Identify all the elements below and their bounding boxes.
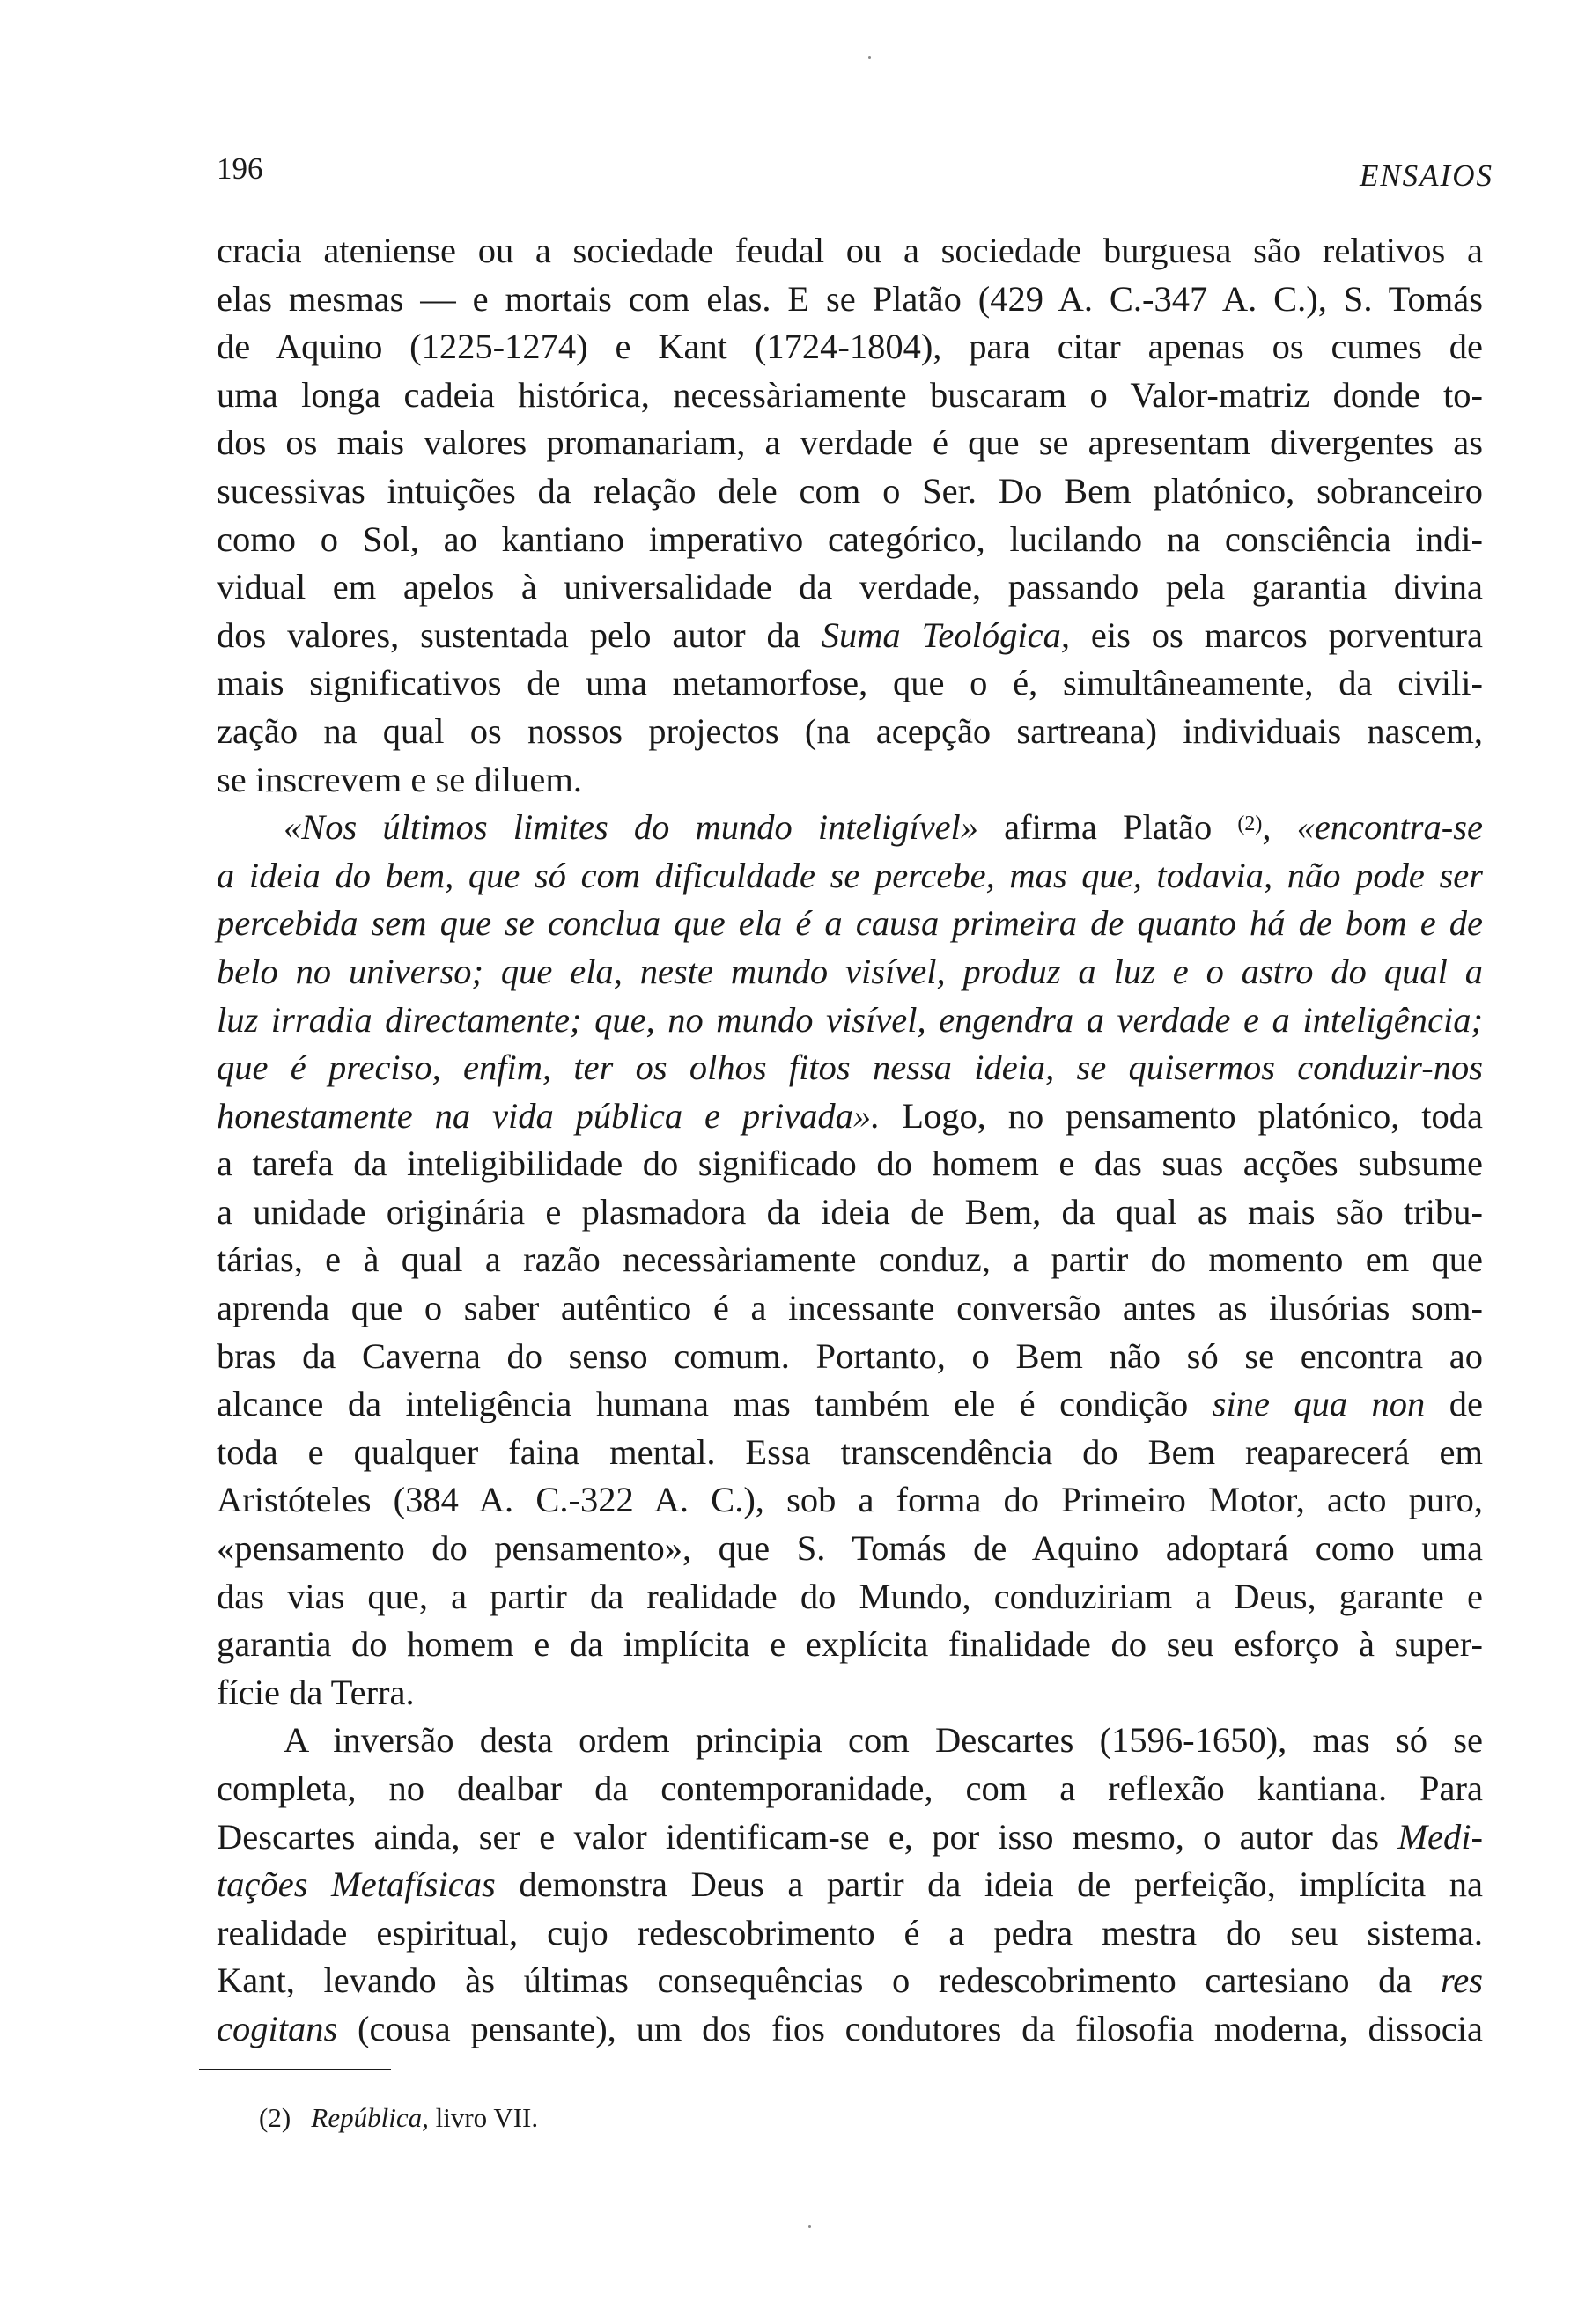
quote-segment: honestamente na vida pública e privada». (217, 1095, 881, 1136)
quote-line: luz irradia directamente; que, no mundo visível, engendra a verdade e a inteligência; (217, 999, 1483, 1040)
text-segment: alcance da inteligência humana mas também ele é condição (217, 1384, 1189, 1424)
footnote-marker: (2) (259, 2102, 291, 2133)
text-segment: Kant, levando às últimas consequências o redescobrimento cartesiano da (217, 1960, 1412, 2001)
text-line: mais significativos de uma metamorfose, que o é, simultâneamente, da civili- (217, 663, 1483, 703)
text-segment: demonstra Deus a partir da ideia de perfeição, implícita na (519, 1864, 1484, 1905)
text-segment: eis os marcos porventura (1090, 614, 1484, 655)
text-line: se inscrevem e se diluem. (217, 759, 582, 799)
text-line: a tarefa da inteligibilidade do significado do homem e das suas acções subsume (217, 1144, 1483, 1184)
text-line: toda e qualquer faina mental. Essa transcendência do Bem reaparecerá em (217, 1431, 1483, 1472)
text-line: sucessivas intuições da relação dele com o Ser. Do Bem platónico, sobranceiro (217, 470, 1483, 511)
text-line: como o Sol, ao kantiano imperativo categórico, lucilando na consciência indi- (217, 518, 1483, 559)
paragraph-2 (217, 804, 1483, 1717)
text-line: «pensamento do pensamento», que S. Tomás de Aquino adoptará como uma (217, 1528, 1483, 1569)
text-line: garantia do homem e da implícita e explícita finalidade do seu esforço à super- (217, 1624, 1483, 1665)
book-title-meditacoes: Medi- (1397, 1816, 1484, 1857)
latin-phrase: sine qua non (1212, 1384, 1426, 1424)
text-line: das vias que, a partir da realidade do Mundo, conduziriam a Deus, garante e (217, 1576, 1483, 1616)
text-line: realidade espiritual, cujo redescobrimento é a pedra mestra do seu sistema. (217, 1912, 1483, 1953)
quote-line: a ideia do bem, que só com dificuldade se percebe, mas que, todavia, não pode ser (217, 855, 1483, 895)
text-line: tárias, e à qual a razão necessàriamente conduz, a partir do momento em que (217, 1239, 1483, 1280)
text-line (217, 1380, 1483, 1429)
text-segment: dos valores, sustentada pelo autor da (217, 614, 800, 655)
text-segment: Logo, no pensamento platónico, toda (902, 1095, 1484, 1136)
text-line (217, 2005, 1483, 2054)
text-segment: de (1449, 1384, 1483, 1424)
quote-segment: «Nos últimos limites do mundo inteligível» (284, 807, 979, 848)
footnote (259, 2100, 538, 2136)
text-line: aprenda que o saber autêntico é a incessante conversão antes as ilusórias som- (217, 1288, 1483, 1328)
footnote-text: livro VII. (435, 2102, 539, 2133)
footnote-title: República, (311, 2102, 429, 2133)
book-title-suma: Suma Teológica, (821, 614, 1070, 655)
text-line: fície da Terra. (217, 1672, 415, 1712)
text-line: bras da Caverna do senso comum. Portanto, o Bem não só se encontra ao (217, 1335, 1483, 1376)
text-line (217, 612, 1483, 660)
text-line (217, 804, 1483, 852)
text-line: cracia ateniense ou a sociedade feudal ou a sociedade burguesa são relativos a (217, 231, 1483, 270)
text-line (217, 1092, 1483, 1141)
text-line: de Aquino (1225-1274) e Kant (1724-1804), para citar apenas os cumes de (217, 327, 1483, 367)
latin-phrase: res (1441, 1960, 1484, 2001)
paragraph-3 (217, 1717, 1483, 2053)
running-title: ENSAIOS (1359, 158, 1493, 193)
book-title-meditacoes: tações Metafísicas (217, 1864, 496, 1905)
body-text (217, 227, 1483, 2054)
footnote-ref: (2) (1237, 813, 1263, 836)
text-line: vidual em apelos à universalidade da verdade, passando pela garantia divina (217, 567, 1483, 607)
quote-line: belo no universo; que ela, neste mundo visível, produz a luz e o astro do qual a (217, 951, 1483, 991)
quote-line: que é preciso, enfim, ter os olhos fitos nessa ideia, se quisermos conduzir-nos (217, 1048, 1483, 1088)
text-line: elas mesmas — e mortais com elas. E se Platão (429 A. C.-347 A. C.), S. Tomás (217, 278, 1483, 319)
text-line: completa, no dealbar da contemporanidade, com a reflexão kantiana. Para (217, 1769, 1483, 1808)
paragraph-1 (217, 227, 1483, 804)
quote-segment: «encontra-se (1296, 807, 1484, 848)
text-line: uma longa cadeia histórica, necessàriamente buscaram o Valor-matriz donde to- (217, 374, 1483, 415)
text-line (217, 1861, 1483, 1909)
text-line: A inversão desta ordem principia com Descartes (1596-1650), mas só se (284, 1720, 1483, 1761)
page-number: 196 (217, 151, 263, 186)
text-line (217, 1813, 1483, 1862)
text-segment: , (1262, 807, 1272, 848)
text-segment: (cousa pensante), um dos fios condutores da filosofia moderna, dissocia (358, 2008, 1483, 2048)
quote-line: percebida sem que se conclua que ela é a causa primeira de quanto há de bom e de (217, 903, 1483, 944)
text-segment: afirma Platão (1004, 807, 1213, 848)
text-line: zação na qual os nossos projectos (na acepção sartreana) individuais nascem, (217, 710, 1483, 751)
text-line: dos os mais valores promanariam, a verdade é que se apresentam divergentes as (217, 423, 1483, 463)
footnote-rule (199, 2069, 391, 2070)
latin-phrase: cogitans (217, 2008, 338, 2048)
text-segment: Descartes ainda, ser e valor identificam-se e, por isso mesmo, o autor das (217, 1816, 1380, 1857)
print-speck (868, 56, 871, 59)
text-line (217, 1957, 1483, 2005)
text-line: Aristóteles (384 A. C.-322 A. C.), sob a forma do Primeiro Motor, acto puro, (217, 1480, 1483, 1520)
text-line: a unidade originária e plasmadora da ideia de Bem, da qual as mais são tribu- (217, 1191, 1483, 1232)
print-speck (808, 2225, 811, 2228)
